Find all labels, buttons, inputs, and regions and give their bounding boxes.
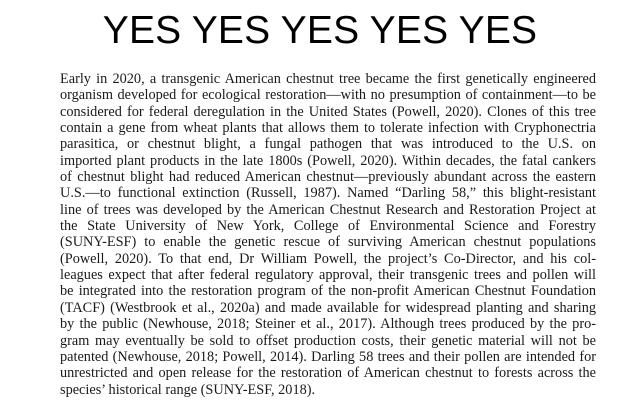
excerpt-line: be integrated into the restoration program of the non-profit American Chestnut Foundation — [60, 283, 596, 300]
headline: YES YES YES YES YES — [102, 9, 538, 52]
excerpt-line: line of trees was developed by the American Chestnut Research and Restoration Project at — [60, 201, 596, 218]
excerpt-line: the State University of New York, College of Environmental Science and Forestry — [60, 218, 596, 235]
excerpt-line: (TACF) (Westbrook et al., 2020a) and made available for widespread planting and sharing — [60, 299, 596, 316]
excerpt-line: organism developed for ecological restoration—with no presumption of containment—to be — [60, 87, 596, 104]
excerpt-line: of chestnut blight had reduced American chestnut—previously abundant across the eastern — [60, 169, 596, 186]
excerpt-line: gram may eventually be sold to offset production costs, their genetic material will not be — [60, 332, 596, 349]
excerpt-line: Early in 2020, a transgenic American chestnut tree became the first genetically engineered — [60, 71, 596, 87]
text-excerpt — [60, 71, 596, 398]
excerpt-line: imported plant products in the late 1800s (Powell, 2020). Within decades, the fatal cankers — [60, 152, 596, 169]
excerpt-line: species’ historical range (SUNY-ESF, 2018). — [60, 381, 316, 398]
excerpt-line: leagues expect that after federal regulatory approval, their transgenic trees and pollen will — [60, 267, 596, 284]
excerpt-line: contain a gene from wheat plants that allows them to tolerate infection with Cryphonectria — [60, 120, 596, 137]
excerpt-line: (Powell, 2020). To that end, Dr William Powell, the project’s Co-Director, and his col- — [60, 250, 596, 267]
excerpt-line: U.S.—to functional extinction (Russell, 1987). Named “Darling 58,” this blight-resistant — [60, 185, 596, 202]
excerpt-line: (SUNY-ESF) to enable the genetic rescue of surviving American chestnut populations — [60, 234, 596, 251]
excerpt-line: by the public (Newhouse, 2018; Steiner et al., 2017). Although trees produced by the pro- — [60, 316, 596, 333]
excerpt-line: considered for federal deregulation in the United States (Powell, 2020). Clones of this tree — [60, 103, 596, 120]
excerpt-line: parasitica, or chestnut blight, a fungal pathogen that was introduced to the U.S. on — [60, 136, 596, 153]
excerpt-line: patented (Newhouse, 2018; Powell, 2014). Darling 58 trees and their pollen are intended for — [60, 348, 596, 365]
excerpt-line: unrestricted and open release for the restoration of American chestnut to forests across the — [60, 365, 596, 382]
